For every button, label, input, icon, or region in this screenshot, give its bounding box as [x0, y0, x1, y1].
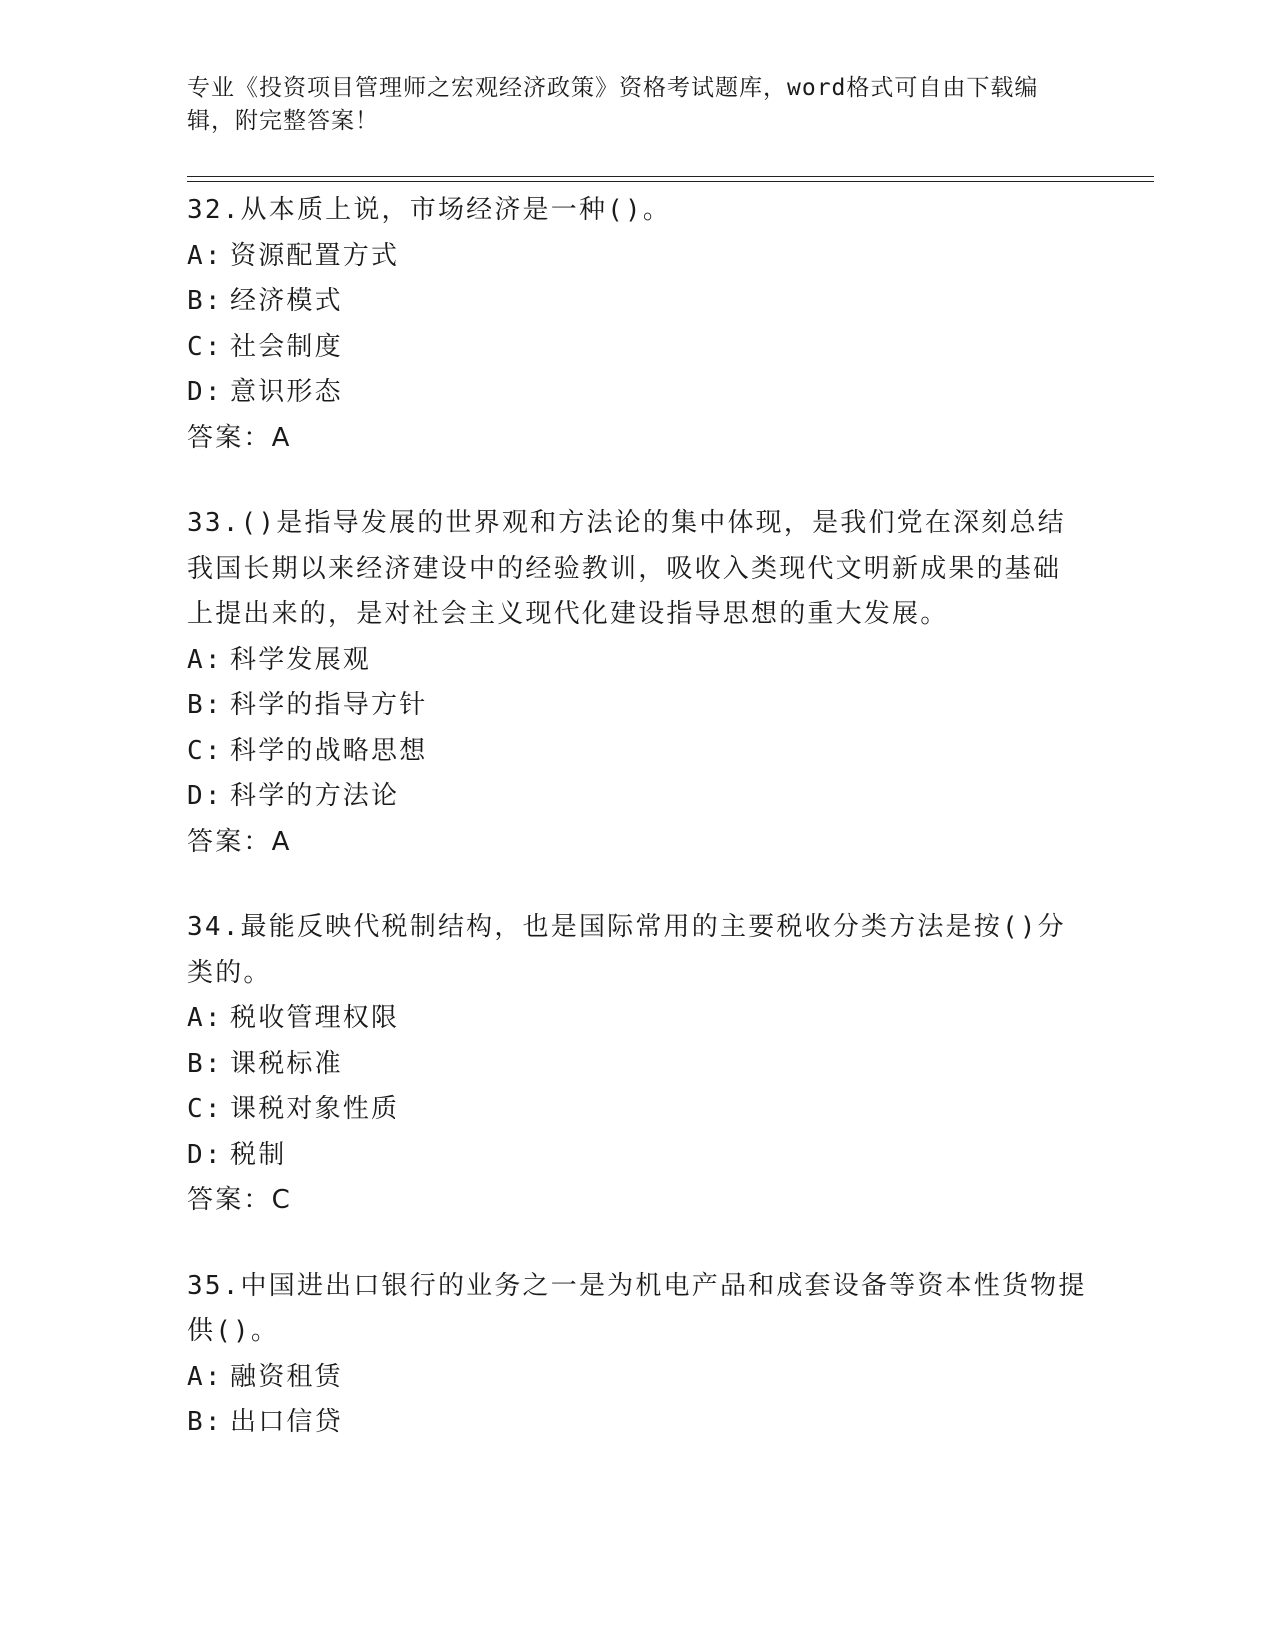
header-divider-bottom [187, 181, 1154, 182]
question-33 [187, 501, 1087, 865]
question-34 [187, 905, 1087, 1224]
option-text: 社会制度 [230, 331, 343, 362]
option-text: 课税对象性质 [230, 1094, 400, 1124]
option-letter: B: [187, 286, 223, 316]
option-letter: B: [187, 1048, 223, 1079]
option-letter: A: [187, 1003, 223, 1033]
option-text: 科学发展观 [230, 644, 372, 675]
option-a [187, 996, 1087, 1042]
option-b [187, 683, 1087, 729]
answer-label: 答案：A [187, 826, 292, 857]
option-b [187, 279, 1087, 325]
question-stem: 34.最能反映代税制结构，也是国际常用的主要税收分类方法是按()分类的。 [187, 912, 1066, 988]
header-divider-top [187, 176, 1154, 177]
option-d [187, 774, 1087, 820]
option-text: 课税标准 [230, 1048, 343, 1079]
option-c [187, 1087, 1087, 1133]
option-a [187, 638, 1087, 684]
option-letter: C: [187, 1094, 223, 1124]
question-stem: 32.从本质上说，市场经济是一种()。 [187, 195, 672, 225]
question-list [187, 188, 1087, 1486]
option-text: 科学的战略思想 [230, 735, 428, 766]
question-stem: 33.()是指导发展的世界观和方法论的集中体现，是我们党在深刻总结我国长期以来经济建设中的经验教训，吸收入类现代文明新成果的基础上提出来的，是对社会主义现代化建设指导思想的重大发展。 [187, 508, 1066, 629]
option-letter: D: [187, 1139, 223, 1170]
answer-label: 答案：C [187, 1185, 292, 1215]
option-letter: D: [187, 377, 223, 407]
option-letter: A: [187, 644, 223, 675]
option-b [187, 1042, 1087, 1088]
document-header: 专业《投资项目管理师之宏观经济政策》资格考试题库，word格式可自由下载编辑，附完整答案！ [187, 75, 1039, 134]
option-text: 税制 [230, 1139, 287, 1170]
option-c [187, 729, 1087, 775]
option-letter: B: [187, 690, 223, 720]
option-d [187, 370, 1087, 416]
question-35 [187, 1264, 1087, 1446]
option-letter: D: [187, 781, 223, 811]
question-stem: 35.中国进出口银行的业务之一是为机电产品和成套设备等资本性货物提供()。 [187, 1270, 1087, 1346]
answer-label: 答案：A [187, 422, 292, 453]
option-c [187, 325, 1087, 371]
option-b [187, 1400, 1087, 1446]
option-text: 经济模式 [230, 286, 343, 316]
option-a [187, 234, 1087, 280]
option-text: 出口信贷 [230, 1407, 343, 1437]
option-letter: A: [187, 1361, 223, 1392]
option-text: 融资租赁 [230, 1361, 343, 1392]
option-letter: A: [187, 240, 223, 271]
option-text: 科学的指导方针 [230, 690, 428, 720]
option-a [187, 1355, 1087, 1401]
option-text: 科学的方法论 [230, 781, 400, 811]
option-text: 意识形态 [230, 377, 343, 407]
option-text: 税收管理权限 [230, 1003, 400, 1033]
option-letter: C: [187, 735, 223, 766]
option-d [187, 1133, 1087, 1179]
question-32 [187, 188, 1087, 461]
option-letter: B: [187, 1407, 223, 1437]
option-text: 资源配置方式 [230, 240, 400, 271]
option-letter: C: [187, 331, 223, 362]
